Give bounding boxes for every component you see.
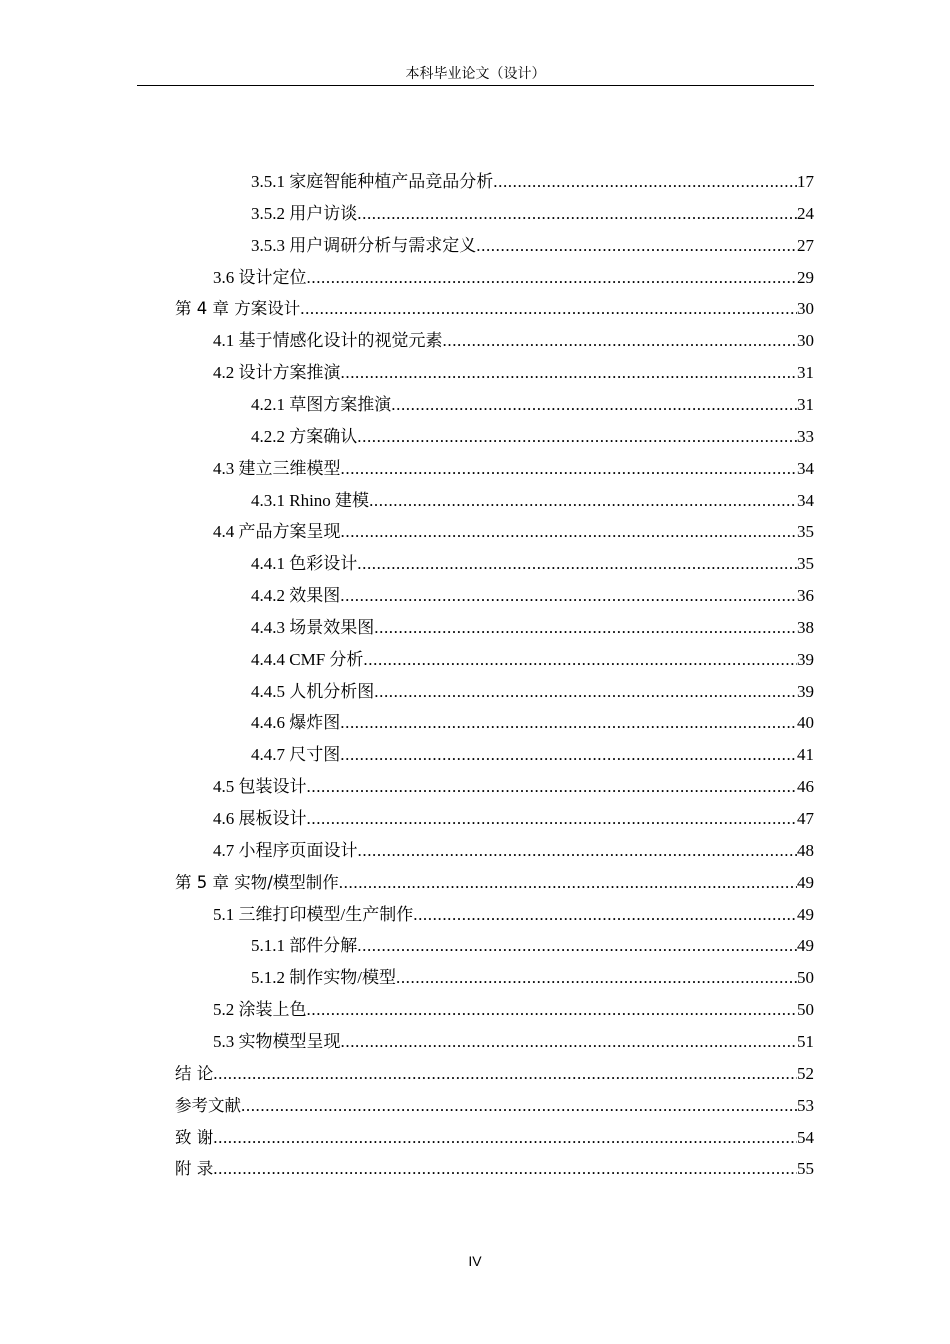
toc-entry-page: 34: [797, 490, 814, 510]
toc-entry[interactable]: [213, 839, 814, 863]
toc-entry-title: 3.5.2 用户访谈: [251, 203, 358, 223]
toc-entry[interactable]: [251, 425, 814, 449]
toc-entry-title: 附 录: [175, 1159, 214, 1179]
dot-leader: [300, 297, 797, 321]
dot-leader: [476, 234, 797, 258]
dot-leader: [213, 1157, 797, 1181]
dot-leader: [213, 1126, 797, 1150]
dot-leader: [307, 998, 798, 1022]
toc-entry-title: 3.6 设计定位: [213, 267, 307, 287]
dot-leader: [340, 743, 797, 767]
toc-entry-title: 5.1.1 部件分解: [251, 936, 358, 956]
toc-entry-title: 4.4.4 CMF 分析: [251, 649, 364, 669]
toc-entry[interactable]: [175, 1157, 814, 1181]
dot-leader: [357, 202, 797, 226]
dot-leader: [341, 457, 798, 481]
toc-entry-title: 4.4 产品方案呈现: [213, 522, 341, 542]
dot-leader: [307, 775, 798, 799]
toc-entry-page: 24: [797, 203, 814, 223]
toc-entry-page: 47: [797, 809, 814, 828]
toc-entry-page: 49: [797, 872, 814, 892]
toc-entry[interactable]: [175, 1062, 814, 1086]
dot-leader: [213, 1062, 797, 1086]
toc-entry-page: 36: [797, 586, 814, 606]
toc-entry-page: 31: [797, 363, 814, 383]
dot-leader: [369, 489, 797, 513]
toc-entry-page: 39: [797, 649, 814, 669]
toc-entry-page: 53: [797, 1095, 814, 1115]
toc-entry-title: 5.2 涂装上色: [213, 1000, 307, 1020]
toc-entry-title: 4.1 基于情感化设计的视觉元素: [213, 331, 443, 351]
toc-entry-page: 30: [797, 331, 814, 351]
toc-entry[interactable]: [213, 998, 814, 1022]
dot-leader: [341, 1030, 798, 1054]
toc-entry-page: 54: [797, 1127, 814, 1147]
dot-leader: [339, 871, 797, 895]
toc-entry-title: 4.2 设计方案推演: [213, 363, 341, 383]
toc-entry-page: 49: [797, 904, 814, 924]
dot-leader: [374, 680, 797, 704]
toc-entry[interactable]: [213, 520, 814, 544]
toc-entry-page: 29: [797, 267, 814, 287]
dot-leader: [341, 520, 798, 544]
toc-entry[interactable]: [251, 680, 814, 704]
toc-entry-page: 35: [797, 522, 814, 542]
toc-entry[interactable]: [251, 584, 814, 608]
toc-entry[interactable]: [251, 552, 814, 576]
dot-leader: [307, 266, 798, 290]
dot-leader: [363, 648, 797, 672]
dot-leader: [357, 934, 797, 958]
toc-entry-title: 4.2.2 方案确认: [251, 426, 358, 446]
toc-entry-title: 4.2.1 草图方案推演: [251, 394, 392, 414]
toc-entry-page: 30: [797, 299, 814, 319]
toc-entry-page: 38: [797, 617, 814, 637]
dot-leader: [241, 1094, 797, 1118]
toc-entry-page: 33: [797, 426, 814, 446]
toc-entry[interactable]: [251, 234, 814, 258]
running-header: 本科毕业论文（设计）: [405, 67, 546, 82]
toc-entry-title: 4.4.7 尺寸图: [251, 745, 341, 765]
toc-entry[interactable]: [251, 393, 814, 417]
toc-entry-title: 5.1 三维打印模型/生产制作: [213, 904, 414, 924]
toc-entry-page: 27: [797, 235, 814, 255]
toc-entry[interactable]: [213, 329, 814, 353]
toc-entry[interactable]: [213, 1030, 814, 1054]
toc-entry[interactable]: [251, 743, 814, 767]
toc-entry-page: 52: [797, 1063, 814, 1083]
dot-leader: [396, 966, 797, 990]
dot-leader: [374, 616, 797, 640]
toc-entry-title: 4.4.2 效果图: [251, 586, 341, 606]
toc-entry[interactable]: [251, 648, 814, 672]
toc-entry[interactable]: [213, 807, 814, 831]
toc-entry-title: 4.3 建立三维模型: [213, 458, 341, 478]
toc-entry-title: 4.4.3 场景效果图: [251, 617, 375, 637]
dot-leader: [443, 329, 798, 353]
toc-entry-page: 50: [797, 968, 814, 988]
toc-entry[interactable]: [175, 1126, 814, 1150]
toc-entry-title: 4.4.1 色彩设计: [251, 554, 358, 574]
toc-entry[interactable]: [175, 297, 814, 321]
dot-leader: [358, 839, 798, 863]
toc-entry[interactable]: [251, 966, 814, 990]
dot-leader: [307, 807, 798, 831]
dot-leader: [357, 425, 797, 449]
toc-entry-page: 41: [797, 745, 814, 765]
dot-leader: [357, 552, 797, 576]
toc-entry-title: 4.5 包装设计: [213, 777, 307, 797]
toc-entry-page: 48: [797, 840, 814, 860]
page-number: IV: [468, 1253, 482, 1269]
toc-entry[interactable]: [251, 170, 814, 194]
toc-entry-title: 4.7 小程序页面设计: [213, 840, 358, 860]
toc-entry[interactable]: [213, 457, 814, 481]
toc-entry[interactable]: [213, 775, 814, 799]
toc-entry-title: 参考文献: [175, 1095, 241, 1115]
toc-entry[interactable]: [251, 711, 814, 735]
toc-entry-page: 39: [797, 681, 814, 701]
toc-entry-title: 3.5.3 用户调研分析与需求定义: [251, 235, 477, 255]
toc-entry-title: 4.4.6 爆炸图: [251, 713, 341, 733]
toc-entry-title: 5.3 实物模型呈现: [213, 1031, 341, 1051]
toc-entry-page: 34: [797, 458, 814, 478]
toc-entry-title: 5.1.2 制作实物/模型: [251, 968, 396, 988]
toc-entry-page: 51: [797, 1031, 814, 1051]
toc-entry[interactable]: [251, 934, 814, 958]
toc-entry-page: 40: [797, 713, 814, 733]
toc-entry-title: 4.4.5 人机分析图: [251, 681, 375, 701]
toc-entry-page: 49: [797, 936, 814, 956]
dot-leader: [340, 711, 797, 735]
toc-entry-page: 50: [797, 1000, 814, 1020]
toc-entry[interactable]: [213, 361, 814, 385]
dot-leader: [340, 584, 797, 608]
header-rule: [137, 85, 814, 86]
toc-entry-page: 17: [797, 172, 814, 191]
dot-leader: [493, 170, 797, 194]
toc-entry-title: 4.6 展板设计: [213, 809, 307, 828]
dot-leader: [391, 393, 797, 417]
toc-entry-title: 结 论: [175, 1063, 214, 1083]
toc-entry[interactable]: [251, 202, 814, 226]
toc-entry-title: 4.3.1 Rhino 建模: [251, 490, 370, 510]
dot-leader: [413, 903, 797, 927]
toc-entry-page: 55: [797, 1159, 814, 1179]
toc-entry-title: 致 谢: [175, 1127, 214, 1147]
toc-entry-title: 3.5.1 家庭智能种植产品竞品分析: [251, 172, 494, 191]
toc-entry[interactable]: [251, 489, 814, 513]
toc-entry-title: 第 5 章 实物/模型制作: [175, 872, 339, 892]
toc-entry-page: 46: [797, 777, 814, 797]
toc-entry[interactable]: [175, 1094, 814, 1118]
toc-entry-page: 35: [797, 554, 814, 574]
dot-leader: [341, 361, 798, 385]
toc-entry[interactable]: [175, 871, 814, 895]
toc-entry-page: 31: [797, 394, 814, 414]
toc-entry[interactable]: [251, 616, 814, 640]
toc-entry[interactable]: [213, 266, 814, 290]
toc-entry-title: 第 4 章 方案设计: [175, 299, 301, 319]
toc-entry[interactable]: [213, 903, 814, 927]
